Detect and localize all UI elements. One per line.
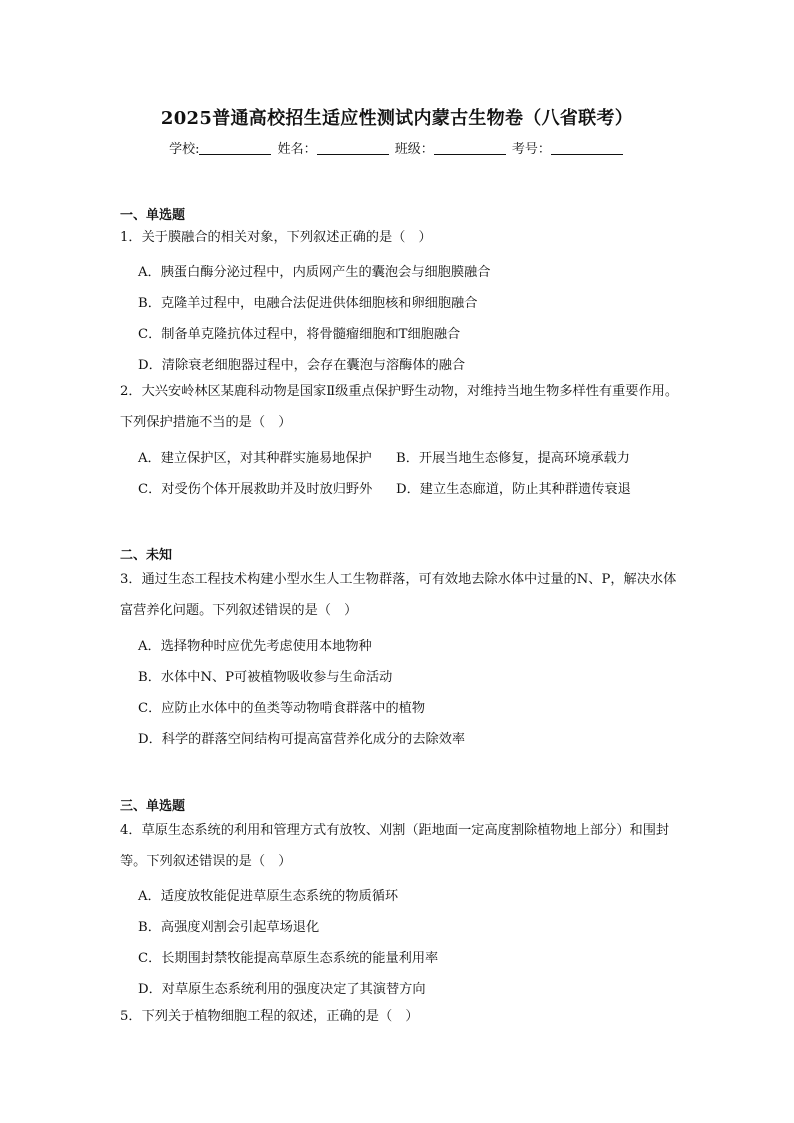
question-option: C．制备单克隆抗体过程中，将骨髓瘤细胞和T细胞融合 <box>138 327 461 342</box>
student-info-line <box>0 138 794 157</box>
question-stem: 3．通过生态工程技术构建小型水生人工生物群落，可有效地去除水体中过量的N、P，解决水体富营养化问题。下列叙述错误的是（ ） <box>120 572 677 618</box>
question-stem: 5．下列关于植物细胞工程的叙述，正确的是（ ） <box>120 1009 419 1024</box>
question-stem: 2．大兴安岭林区某鹿科动物是国家Ⅱ级重点保护野生动物，对维持当地生物多样性有重要作用。下列保护措施不当的是（ ） <box>120 384 679 430</box>
question-option: D．清除衰老细胞器过程中，会存在囊泡与溶酶体的融合 <box>138 358 466 373</box>
question-option: C．长期围封禁牧能提高草原生态系统的能量利用率 <box>138 951 439 966</box>
class-blank <box>434 141 506 155</box>
question-option: B．水体中N、P可被植物吸收参与生命活动 <box>138 670 393 685</box>
question-option: B．高强度刈割会引起草场退化 <box>138 920 320 935</box>
question-option: B．开展当地生态修复，提高环境承载力 <box>396 451 630 466</box>
question-stem: 4．草原生态系统的利用和管理方式有放牧、刈割（距地面一定高度割除植物地上部分）和围封等。下列叙述错误的是（ ） <box>120 823 670 869</box>
question-option: C．应防止水体中的鱼类等动物啃食群落中的植物 <box>138 701 426 716</box>
school-blank <box>199 141 271 155</box>
school-label: 学校: <box>169 142 200 157</box>
question-option: A．适度放牧能促进草原生态系统的物质循环 <box>138 889 399 904</box>
question-option: D．科学的群落空间结构可提高富营养化成分的去除效率 <box>138 732 466 747</box>
name-blank <box>317 141 389 155</box>
question-option: C．对受伤个体开展救助并及时放归野外 <box>138 482 373 497</box>
exam-no-blank <box>551 141 623 155</box>
question-stem: 1．关于膜融合的相关对象，下列叙述正确的是（ ） <box>120 230 432 245</box>
question-option: A．选择物种时应优先考虑使用本地物种 <box>138 639 372 654</box>
page-title: 2025普通高校招生适应性测试内蒙古生物卷（八省联考） <box>160 108 634 129</box>
question-option: D．建立生态廊道，防止其种群遗传衰退 <box>396 482 631 497</box>
class-label: 班级： <box>394 142 434 157</box>
section-heading: 三、单选题 <box>120 799 186 814</box>
question-option: B．克隆羊过程中，电融合法促进供体细胞核和卵细胞融合 <box>138 296 478 311</box>
question-option: D．对草原生态系统利用的强度决定了其演替方向 <box>138 982 426 997</box>
question-option: A．建立保护区，对其种群实施易地保护 <box>138 451 372 466</box>
section-heading: 二、未知 <box>120 548 173 563</box>
exam-no-label: 考号： <box>511 142 551 157</box>
section-heading: 一、单选题 <box>120 208 186 223</box>
question-option: A．胰蛋白酶分泌过程中，内质网产生的囊泡会与细胞膜融合 <box>138 265 491 280</box>
name-label: 姓名： <box>277 142 317 157</box>
